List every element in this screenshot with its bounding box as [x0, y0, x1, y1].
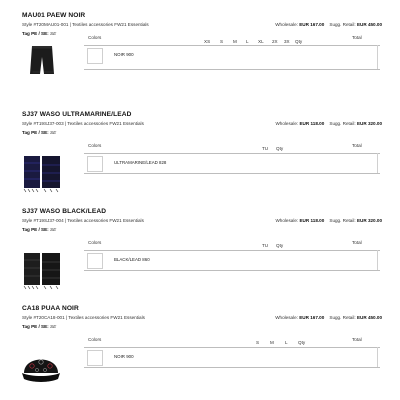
wholesale-price: EUR 167.00 — [299, 315, 325, 320]
size-label: S — [220, 39, 224, 44]
product-tag: Tag PE / SE: SE — [22, 130, 57, 135]
size-label: M — [270, 340, 274, 345]
scarf-icon — [22, 153, 62, 193]
scarf-icon — [22, 250, 62, 290]
color-name: NOIR 900 — [114, 354, 134, 359]
product-style: Style #T20MAU01-001 | Textiles accessories FW21 Essentials — [22, 22, 149, 27]
color-name: NOIR 900 — [114, 52, 134, 57]
size-label: 2X — [272, 39, 278, 44]
qty-header: Qty — [276, 243, 284, 248]
retail-price: EUR 450.00 — [356, 22, 382, 27]
product-title: SJ37 WASO ULTRAMARINE/LEAD — [22, 111, 132, 118]
wholesale-price: EUR 118.00 — [299, 121, 325, 126]
product-block — [22, 305, 382, 359]
colors-header: Colors — [88, 35, 102, 40]
product-title: CA18 PUAA NOIR — [22, 305, 79, 312]
color-name: BLACK/LEAD 860 — [114, 257, 150, 262]
order-grid — [84, 231, 380, 265]
size-label: XS — [204, 39, 211, 44]
size-label: 3X — [284, 39, 290, 44]
color-swatch[interactable] — [87, 156, 103, 172]
color-name: ULTRAMARINE/LEAD 828 — [114, 160, 167, 165]
product-title: SJ37 WASO BLACK/LEAD — [22, 208, 107, 215]
colors-header: Colors — [88, 143, 102, 148]
product-title: MAU01 PAEW NOIR — [22, 12, 86, 19]
wholesale-price: EUR 118.00 — [299, 218, 325, 223]
order-grid — [84, 328, 380, 362]
retail-price: EUR 320.00 — [356, 218, 382, 223]
size-label: L — [285, 340, 288, 345]
qty-header: Qty — [276, 146, 284, 151]
product-style: Style #T19SJ37-003 | Textiles accessories FW21 Essentials — [22, 121, 144, 126]
shorts-icon — [22, 41, 62, 81]
product-style: Style #T19SJ37-004 | Textiles accessories FW21 Essentials — [22, 218, 144, 223]
total-header: Total — [352, 35, 362, 40]
retail-price: EUR 450.00 — [356, 315, 382, 320]
product-style: Style #T20CA18-001 | Textiles accessories FW21 Essentials — [22, 315, 145, 320]
colors-header: Colors — [88, 337, 102, 342]
product-block — [22, 12, 382, 57]
wholesale-price: EUR 167.00 — [299, 22, 325, 27]
product-prices: Wholesale: EUR 118.00 Sugg. Retail: EUR 320.00 — [275, 121, 382, 126]
qty-header: Qty — [298, 340, 306, 345]
product-block — [22, 111, 382, 165]
total-header: Total — [352, 240, 362, 245]
product-prices: Wholesale: EUR 118.00 Sugg. Retail: EUR 320.00 — [275, 218, 382, 223]
color-swatch[interactable] — [87, 48, 103, 64]
product-tag: Tag PE / SE: SE — [22, 324, 57, 329]
color-swatch[interactable] — [87, 350, 103, 366]
size-label: L — [246, 39, 249, 44]
cap-icon — [18, 343, 64, 389]
qty-header: Qty — [295, 39, 303, 44]
total-header: Total — [352, 143, 362, 148]
total-header: Total — [352, 337, 362, 342]
colors-header: Colors — [88, 240, 102, 245]
product-tag: Tag PE / SE: SE — [22, 31, 57, 36]
size-label: TU — [262, 243, 269, 248]
order-grid — [84, 134, 380, 168]
order-grid — [84, 35, 380, 69]
product-prices: Wholesale: EUR 167.00 Sugg. Retail: EUR 450.00 — [275, 22, 382, 27]
product-tag: Tag PE / SE: SE — [22, 227, 57, 232]
size-label: M — [233, 39, 237, 44]
size-label: XL — [258, 39, 264, 44]
size-label: S — [256, 340, 260, 345]
retail-price: EUR 320.00 — [356, 121, 382, 126]
color-swatch[interactable] — [87, 253, 103, 269]
product-prices: Wholesale: EUR 167.00 Sugg. Retail: EUR 450.00 — [275, 315, 382, 320]
size-label: TU — [262, 146, 269, 151]
product-block — [22, 208, 382, 262]
